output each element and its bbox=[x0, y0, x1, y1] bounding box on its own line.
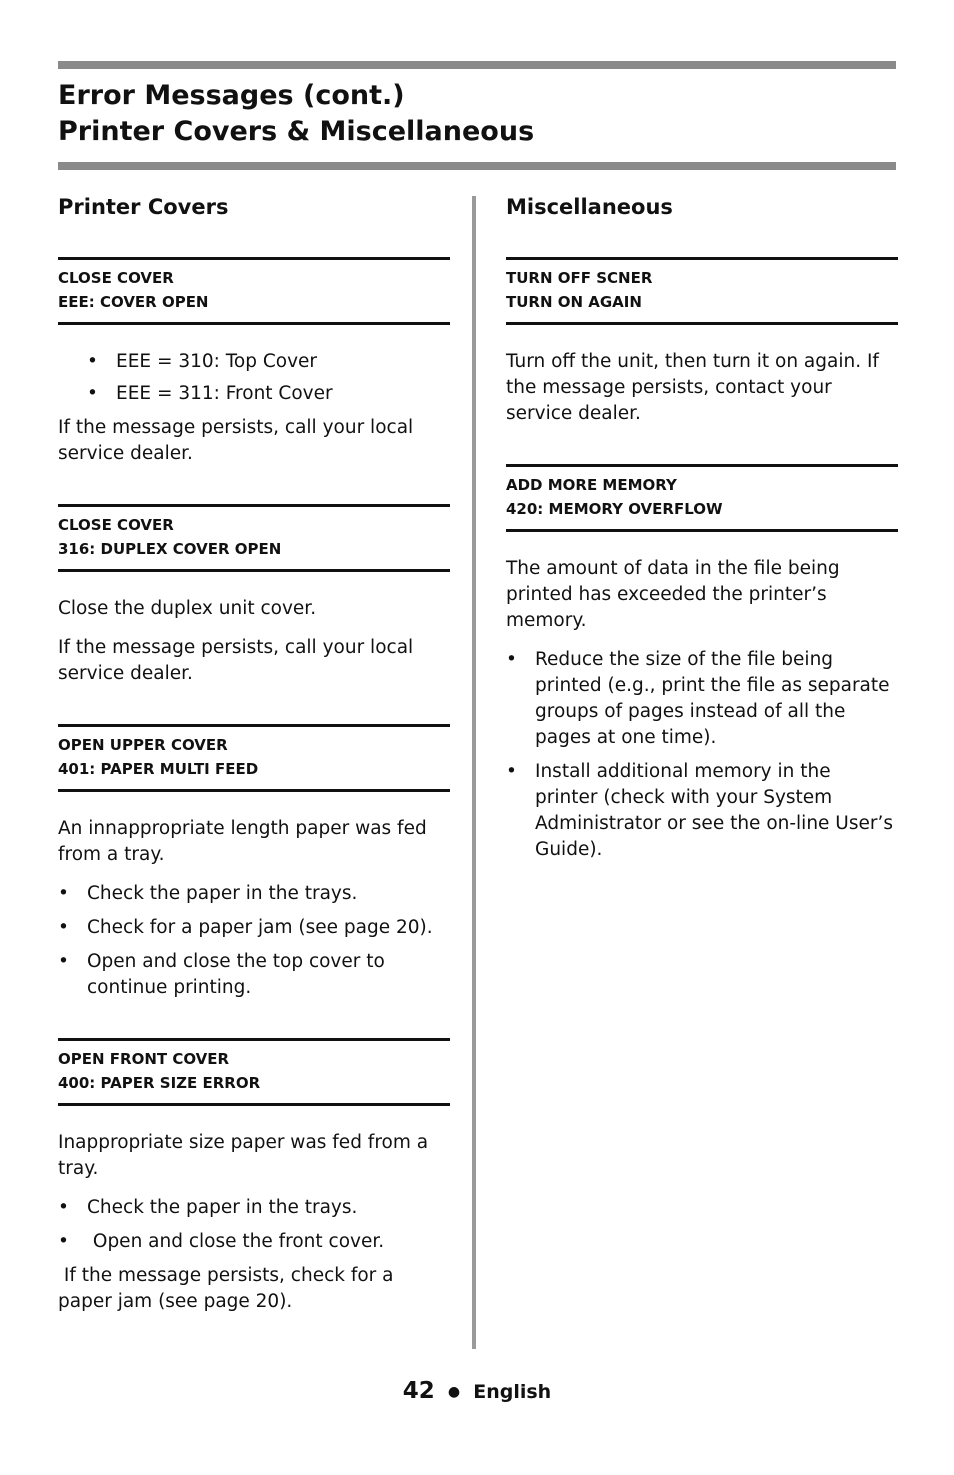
body-text: If the message persists, check for a paper jam (see page 20). bbox=[58, 1265, 400, 1312]
title-line-2: Printer Covers & Miscellaneous bbox=[58, 116, 535, 147]
list-item: • EEE = 311: Front Cover bbox=[58, 381, 450, 407]
error-code-line-1: ADD MORE MEMORY bbox=[506, 476, 677, 494]
printer-covers-column bbox=[58, 190, 450, 1352]
error-code-line-2: 400: PAPER SIZE ERROR bbox=[58, 1074, 261, 1092]
error-code-box bbox=[506, 464, 898, 532]
bullet-icon: • bbox=[87, 351, 98, 372]
list-item: • Reduce the size of the file being printed (e.g., print the file as separate groups of pages instead of all the pages at one time). bbox=[506, 649, 890, 748]
page-title bbox=[58, 78, 898, 150]
column-divider bbox=[472, 196, 476, 1349]
error-code-box bbox=[58, 257, 450, 325]
close-cover-section bbox=[58, 257, 450, 467]
duplex-cover-section bbox=[58, 504, 450, 687]
bullet-icon: • bbox=[58, 951, 69, 972]
error-code-line-2: 420: MEMORY OVERFLOW bbox=[506, 500, 723, 518]
body-text: If the message persists, call your local service dealer. bbox=[58, 637, 414, 684]
bullet-icon: • bbox=[87, 383, 98, 404]
body-text: Turn off the unit, then turn it on again. If the message persists, contact your service dealer. bbox=[506, 351, 879, 424]
error-code-line-2: TURN ON AGAIN bbox=[506, 293, 642, 311]
list-item: • Check the paper in the trays. bbox=[58, 1195, 450, 1221]
error-code-box bbox=[58, 724, 450, 792]
body-text: Close the duplex unit cover. bbox=[58, 598, 317, 619]
error-code-line-1: TURN OFF SCNER bbox=[506, 269, 653, 287]
printer-covers-heading: Printer Covers bbox=[58, 195, 229, 219]
error-code-box bbox=[58, 504, 450, 572]
error-code-line-1: CLOSE COVER bbox=[58, 516, 174, 534]
error-code-line-1: OPEN FRONT COVER bbox=[58, 1050, 230, 1068]
list-item: • Check the paper in the trays. bbox=[58, 881, 450, 907]
error-code-line-2: EEE: COVER OPEN bbox=[58, 293, 209, 311]
bullet-icon: • bbox=[58, 883, 69, 904]
bullet-list bbox=[506, 647, 898, 863]
body-text: If the message persists, call your local service dealer. bbox=[58, 417, 414, 464]
list-item: • EEE = 310: Top Cover bbox=[58, 349, 450, 375]
bullet-list bbox=[58, 881, 450, 1001]
bullet-icon: • bbox=[506, 761, 517, 782]
error-code-box bbox=[58, 1038, 450, 1106]
miscellaneous-heading: Miscellaneous bbox=[506, 195, 673, 219]
title-bottom-rule bbox=[58, 162, 896, 170]
error-code-line-2: 401: PAPER MULTI FEED bbox=[58, 760, 259, 778]
list-item: • Open and close the top cover to continue printing. bbox=[58, 951, 385, 998]
bullet-list bbox=[58, 1195, 450, 1255]
body-text: The amount of data in the file being printed has exceeded the printer’s memory. bbox=[506, 558, 840, 631]
body-text: Inappropriate size paper was fed from a tray. bbox=[58, 1132, 429, 1179]
bullet-icon: • bbox=[506, 649, 517, 670]
error-code-line-2: 316: DUPLEX COVER OPEN bbox=[58, 540, 282, 558]
list-item: • Check for a paper jam (see page 20). bbox=[58, 915, 450, 941]
miscellaneous-column bbox=[506, 190, 898, 900]
language-label: English bbox=[473, 1381, 552, 1403]
list-item: • Install additional memory in the printer (check with your System Administrator or see the on-line User’s Guide). bbox=[506, 761, 893, 860]
bullet-separator-icon: ● bbox=[447, 1384, 461, 1400]
bullet-icon: • bbox=[58, 917, 69, 938]
body-text: An innappropriate length paper was fed from a tray. bbox=[58, 818, 427, 865]
upper-cover-section bbox=[58, 724, 450, 1001]
list-item: • Open and close the front cover. bbox=[58, 1229, 450, 1255]
bullet-list bbox=[58, 349, 450, 407]
error-code-line-1: OPEN UPPER COVER bbox=[58, 736, 228, 754]
title-line-1: Error Messages (cont.) bbox=[58, 80, 405, 111]
page-footer bbox=[0, 1378, 954, 1404]
bullet-icon: • bbox=[58, 1231, 69, 1252]
error-code-box bbox=[506, 257, 898, 325]
memory-overflow-section bbox=[506, 464, 898, 863]
front-cover-section bbox=[58, 1038, 450, 1315]
turn-off-scanner-section bbox=[506, 257, 898, 427]
bullet-icon: • bbox=[58, 1197, 69, 1218]
page-number: 42 bbox=[402, 1378, 435, 1404]
top-rule bbox=[58, 61, 896, 69]
error-code-line-1: CLOSE COVER bbox=[58, 269, 174, 287]
